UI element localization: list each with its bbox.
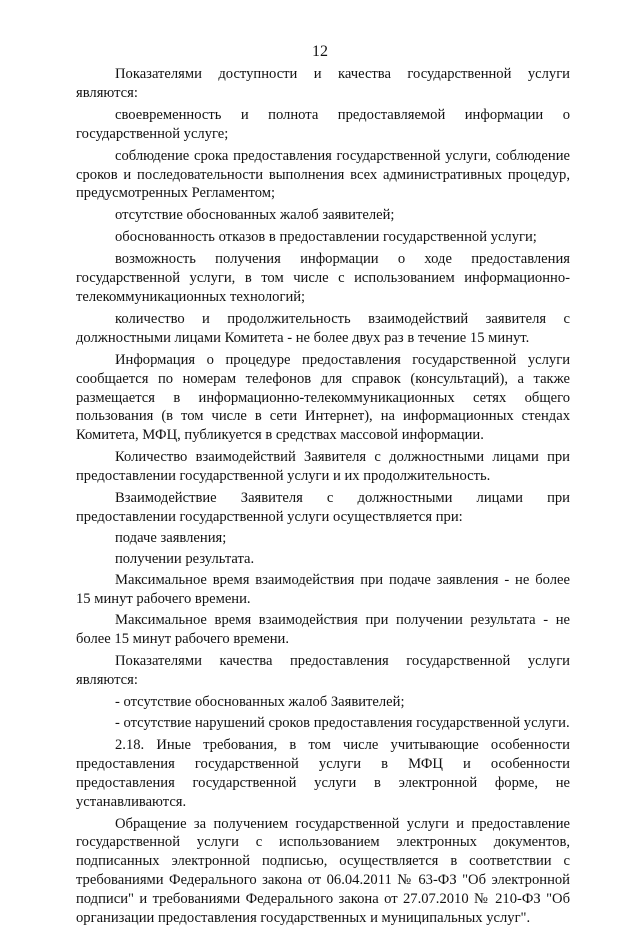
paragraph-deadlines: соблюдение срока предоставления государственной услуги, соблюдение сроков и последовательности выполнения всех административных процедур, предусмотренных Регламентом; [76,147,570,202]
paragraph-result-receipt: получении результата. [115,550,255,567]
paragraph-quality-indicators: Показателями качества предоставления государственной услуги являются: [76,653,570,689]
paragraph-no-deadline-violations: - отсутствие нарушений сроков предоставления государственной услуги. [115,715,570,731]
document-body [76,65,570,931]
paragraph-interaction-cases: Взаимодействие Заявителя с должностными лицами при предоставлении государственной услуги осуществляется при: [76,490,570,525]
paragraph-electronic-documents: Обращение за получением государственной услуги и предоставление государственной услуги с использованием электронных документов, подписанных электронной подписью, осуществляется в соответствии с требованиями Федерального закона от 06.04.2011 № 63-ФЗ "Об электронной подписи" и требованиями Федерального закона от 27.07.2010 № 210-ФЗ "Об организации предоставления государственных и муниципальных услуг". [76,815,570,927]
page-number: 12 [312,43,328,60]
paragraph-application-submission: подаче заявления; [115,529,227,546]
paragraph-info-access: возможность получения информации о ходе предоставления государственной услуги, в том числе с использованием информационно-телекоммуникационных технологий; [76,251,570,305]
paragraph-no-justified-complaints: - отсутствие обоснованных жалоб Заявителей; [115,694,405,711]
paragraph-interaction-count: количество и продолжительность взаимодействий заявителя с должностными лицами Комитета - не более двух раз в течение 15 минут. [76,310,570,346]
paragraph-procedure-info: Информация о процедуре предоставления государственной услуги сообщается по номерам телефонов для справок (консультаций), а также размещается в информационно-телекоммуникационных сетях общего пользования (в том числе в сети Интернет), на информационных стендах Комитета, МФЦ, публикуется в средствах массовой информации. [76,351,570,444]
paragraph-refusal-validity: обоснованность отказов в предоставлении государственной услуги; [115,229,537,246]
paragraph-section-2-18: 2.18. Иные требования, в том числе учитывающие особенности предоставления государственной услуги в МФЦ и особенности предоставления государственной услуги в электронной форме, не устанавливаются. [76,736,570,810]
paragraph-no-complaints: отсутствие обоснованных жалоб заявителей; [115,207,395,224]
paragraph-quality-indicators-intro: Показателями доступности и качества государственной услуги являются: [76,66,570,101]
paragraph-timeliness: своевременность и полнота предоставляемой информации о государственной услуге; [76,106,570,142]
paragraph-interaction-quantity: Количество взаимодействий Заявителя с должностными лицами при предоставлении государственной услуги и их продолжительность. [76,449,570,485]
paragraph-max-time-result: Максимальное время взаимодействия при получении результата - не более 15 минут рабочего времени. [76,612,570,648]
paragraph-max-time-submission: Максимальное время взаимодействия при подаче заявления - не более 15 минут рабочего времени. [76,571,570,607]
